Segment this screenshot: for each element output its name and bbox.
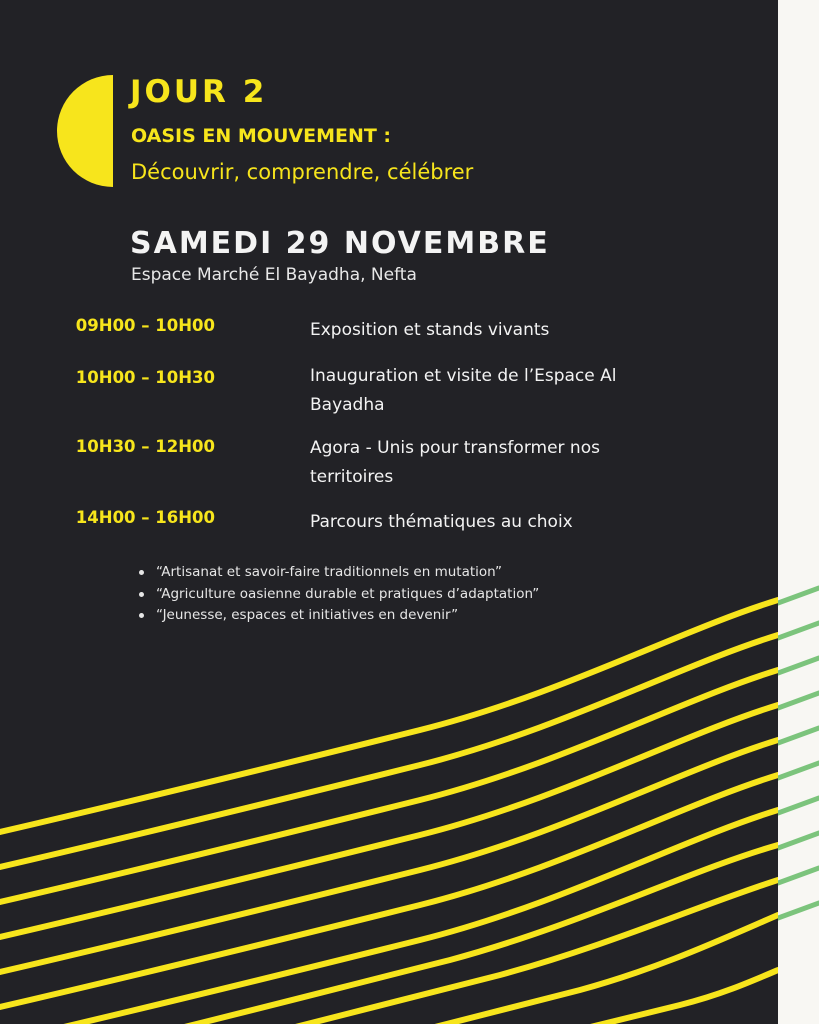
parcours-label: “Agriculture oasienne durable et pratiques d’adaptation”	[156, 585, 540, 602]
schedule-time: 14H00 – 16H00	[75, 508, 215, 527]
schedule-activity: Agora - Unis pour transformer nos territoires	[310, 438, 600, 487]
day-title: JOUR 2	[130, 74, 268, 110]
bullet-icon	[139, 613, 144, 618]
list-item	[138, 605, 539, 627]
parcours-list	[138, 562, 539, 627]
schedule-time: 10H00 – 10H30	[75, 368, 215, 387]
green-stripe	[778, 728, 819, 743]
green-stripe	[778, 868, 819, 883]
schedule-time: 09H00 – 10H00	[75, 316, 215, 335]
green-stripe	[778, 833, 819, 848]
green-stripe	[778, 693, 819, 708]
list-item	[138, 562, 539, 584]
theme-subtitle: Découvrir, comprendre, célébrer	[131, 160, 474, 184]
parcours-label: “Artisanat et savoir-faire traditionnels en mutation”	[156, 564, 502, 580]
schedule-time: 10H30 – 12H00	[75, 437, 215, 456]
parcours-label: “Jeunesse, espaces et initiatives en devenir”	[156, 607, 459, 623]
bullet-icon	[139, 592, 144, 597]
event-date: SAMEDI 29 NOVEMBRE	[130, 226, 550, 261]
schedule-activity: Inauguration et visite de l’Espace Al Bayadha	[310, 366, 617, 415]
theme-title: OASIS EN MOUVEMENT :	[131, 125, 392, 147]
schedule-activity: Parcours thématiques au choix	[310, 512, 573, 532]
green-stripe	[778, 658, 819, 673]
green-stripe	[778, 903, 819, 918]
decorative-green-lines	[778, 0, 819, 1024]
green-stripe	[778, 588, 819, 603]
green-stripe	[778, 623, 819, 638]
green-stripe	[778, 798, 819, 813]
schedule-activity: Exposition et stands vivants	[310, 320, 550, 340]
bullet-icon	[139, 570, 144, 575]
event-location: Espace Marché El Bayadha, Nefta	[131, 265, 417, 285]
green-stripe	[778, 763, 819, 778]
list-item	[138, 584, 539, 606]
